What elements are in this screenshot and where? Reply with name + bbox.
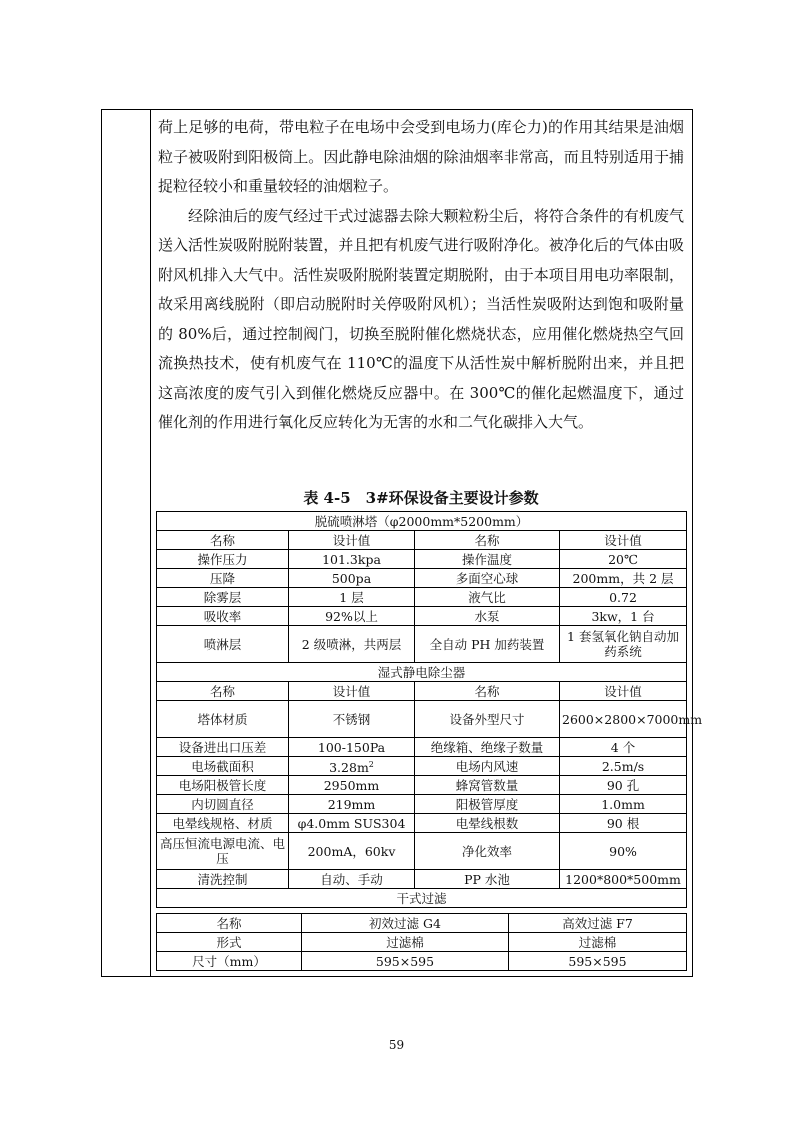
header-cell: 名称 xyxy=(157,914,302,933)
table-cell: 90 孔 xyxy=(560,776,687,795)
table-cell: 92%以上 xyxy=(289,607,415,626)
table-cell: 高压恒流电源电流、电压 xyxy=(157,833,289,870)
table-cell: 全自动 PH 加药装置 xyxy=(415,626,560,663)
area-value: 3.28m xyxy=(329,760,369,776)
table-cell: 595×595 xyxy=(509,952,687,971)
table-row xyxy=(157,757,687,776)
header-cell: 设计值 xyxy=(560,682,687,701)
table-row xyxy=(157,776,687,795)
paragraph-2: 经除油后的废气经过干式过滤器去除大颗粒粉尘后，将符合条件的有机废气送入活性炭吸附脱附装置，并且把有机废气进行吸附净化。被净化后的气体由吸附风机排入大气中。活性炭吸附脱附装置定期脱附，由于本项目用电功率限制，故采用离线脱附（即启动脱附时关停吸附风机）；当活性炭吸附达到饱和吸附量的 80%后，通过控制阀门，切换至脱附催化燃烧状态，应用催化燃烧热空气回流换热技术，使有机废气在 110℃的温度下从活性炭中解析脱附出来，并且把这高浓度的废气引入到催化燃烧反应器中。在 300℃的催化起燃温度下，通过催化剂的作用进行氧化反应转化为无害的水和二气化碳排入大气。 xyxy=(158,206,684,431)
table-cell: 2.5m/s xyxy=(560,757,687,776)
table-cell: 1 套氢氧化钠自动加药系统 xyxy=(560,626,687,663)
table-row xyxy=(157,933,687,952)
table-row xyxy=(157,795,687,814)
table-cell: 设备进出口压差 xyxy=(157,738,289,757)
table-header-row xyxy=(157,914,687,933)
table-cell: 尺寸（mm） xyxy=(157,952,302,971)
spec-table xyxy=(156,511,703,908)
table-cell: 净化效率 xyxy=(415,833,560,870)
table-cell: 电场截面积 xyxy=(157,757,289,776)
table-cell: 3kw，1 台 xyxy=(560,607,687,626)
table-cell: 200mA，60kv xyxy=(289,833,415,870)
table-cell: 90% xyxy=(560,833,687,870)
table-cell: 2950mm xyxy=(289,776,415,795)
table-cell: 电晕线规格、材质 xyxy=(157,814,289,833)
table-cell: 形式 xyxy=(157,933,302,952)
table-row xyxy=(157,550,687,569)
table-cell: 吸收率 xyxy=(157,607,289,626)
table-header-row xyxy=(157,531,687,550)
table-cell: 595×595 xyxy=(302,952,509,971)
page-number: 59 xyxy=(388,1038,405,1052)
section-title-dry-filter: 干式过滤 xyxy=(157,889,687,908)
table-cell: 自动、手动 xyxy=(289,870,415,889)
table-row xyxy=(157,701,687,738)
table-cell: 喷淋层 xyxy=(157,626,289,663)
table-cell: 清洗控制 xyxy=(157,870,289,889)
table-cell: 蜂窝管数量 xyxy=(415,776,560,795)
table-cell: 除雾层 xyxy=(157,588,289,607)
table-cell: 2600×2800×7000mm xyxy=(560,701,687,738)
left-column-divider xyxy=(150,110,151,976)
table-cell: 101.3kpa xyxy=(289,550,415,569)
table-cell: 1.0mm xyxy=(560,795,687,814)
table-row xyxy=(157,952,687,971)
table-cell: 水泵 xyxy=(415,607,560,626)
table-row xyxy=(157,738,687,757)
table-cell: φ4.0mm SUS304 xyxy=(289,814,415,833)
table-row xyxy=(157,588,687,607)
table-cell: 不锈钢 xyxy=(289,701,415,738)
table-cell: PP 水池 xyxy=(415,870,560,889)
table-cell: 电场阳极管长度 xyxy=(157,776,289,795)
table-cell: 内切圆直径 xyxy=(157,795,289,814)
header-cell: 设计值 xyxy=(289,682,415,701)
table-cell: 电晕线根数 xyxy=(415,814,560,833)
table-row xyxy=(157,626,687,663)
table-row xyxy=(157,833,687,870)
table-cell: 2 级喷淋，共两层 xyxy=(289,626,415,663)
table-cell: 塔体材质 xyxy=(157,701,289,738)
table-cell: 绝缘箱、绝缘子数量 xyxy=(415,738,560,757)
table-cell: 电场内风速 xyxy=(415,757,560,776)
table-cell: 90 根 xyxy=(560,814,687,833)
table-cell: 压降 xyxy=(157,569,289,588)
body-text xyxy=(158,113,684,438)
table-cell: 多面空心球 xyxy=(415,569,560,588)
table-cell: 0.72 xyxy=(560,588,687,607)
table-cell: 阳极管厚度 xyxy=(415,795,560,814)
table-row xyxy=(157,870,687,889)
table-cell: 1200*800*500mm xyxy=(560,870,687,889)
table-cell: 操作压力 xyxy=(157,550,289,569)
header-cell: 名称 xyxy=(415,531,560,550)
table-cell: 20℃ xyxy=(560,550,687,569)
table-cell: 1 层 xyxy=(289,588,415,607)
header-cell: 名称 xyxy=(157,531,289,550)
table-row xyxy=(157,889,687,908)
area-superscript: 2 xyxy=(368,760,374,769)
table-cell: 500pa xyxy=(289,569,415,588)
section-title-esp: 湿式静电除尘器 xyxy=(157,663,687,682)
table-cell: 219mm xyxy=(289,795,415,814)
table-cell: 4 个 xyxy=(560,738,687,757)
paragraph-1: 荷上足够的电荷，带电粒子在电场中会受到电场力(库仑力)的作用其结果是油烟粒子被吸附到阳极筒上。因此静电除油烟的除油烟率非常高，而且特别适用于捕捉粒径较小和重量较轻的油烟粒子。 xyxy=(158,118,684,195)
header-cell: 设计值 xyxy=(560,531,687,550)
table-cell: 100-150Pa xyxy=(289,738,415,757)
table-cell: 200mm，共 2 层 xyxy=(560,569,687,588)
section-title-desulfur: 脱硫喷淋塔（φ2000mm*5200mm） xyxy=(157,512,687,531)
table-cell xyxy=(289,757,415,776)
header-cell: 名称 xyxy=(157,682,289,701)
table-cell: 过滤棉 xyxy=(302,933,509,952)
table-cell: 设备外型尺寸 xyxy=(415,701,560,738)
table-header-row xyxy=(157,682,687,701)
dry-filter-table xyxy=(156,913,687,971)
table-cell: 操作温度 xyxy=(415,550,560,569)
table-caption: 表 4-5 3#环保设备主要设计参数 xyxy=(303,489,539,507)
table-cell: 过滤棉 xyxy=(509,933,687,952)
header-cell: 初效过滤 G4 xyxy=(302,914,509,933)
table-row xyxy=(157,512,687,531)
header-cell: 名称 xyxy=(415,682,560,701)
table-cell: 液气比 xyxy=(415,588,560,607)
header-cell: 设计值 xyxy=(289,531,415,550)
table-row xyxy=(157,663,687,682)
table-row xyxy=(157,814,687,833)
table-row xyxy=(157,569,687,588)
header-cell: 高效过滤 F7 xyxy=(509,914,687,933)
table-row xyxy=(157,607,687,626)
